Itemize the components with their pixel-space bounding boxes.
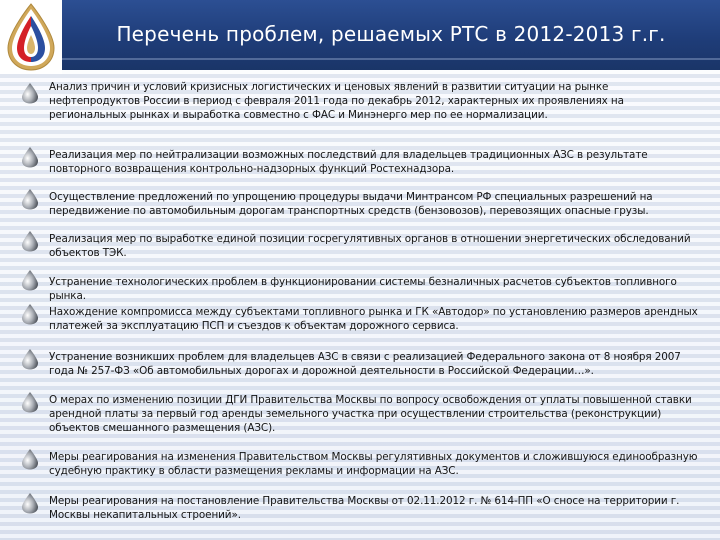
silver-drop-bullet-icon [20, 303, 40, 325]
list-item-text: Устранение технологических проблем в функционировании системы безналичных расчетов субъектов топливного рынка. [49, 276, 677, 302]
silver-drop-bullet-icon [20, 230, 40, 252]
silver-drop-bullet-icon [20, 82, 40, 104]
list-item-text: Осуществление предложений по упрощению процедуры выдачи Минтрансом РФ специальных разрешений на передвижение по автомобильным дорогам транспортных средств (бензовозов), перевозящих опасные грузы. [49, 191, 653, 217]
silver-drop-bullet-icon [20, 188, 40, 210]
list-item-text: Анализ причин и условий кризисных логистических и ценовых явлений в развитии ситуации на рынке нефтепродуктов России в период с февраля 2011 года по декабрь 2012, характерных их проявлениях на региональных рынках и выработка совместно с ФАС и Минэнерго мер по ее нормализации. [49, 81, 624, 121]
silver-drop-bullet-icon [20, 492, 40, 514]
list-item-text: Реализация мер по нейтрализации возможных последствий для владельцев традиционных АЗС в результате повторного возвращения контрольно-надзорных функций Ростехнадзора. [49, 149, 648, 175]
header-bar [62, 0, 720, 70]
list-item-text: Меры реагирования на постановление Правительства Москвы от 02.11.2012 г. № 614-ПП «О сносе на территории г. Москвы некапитальных строений». [49, 495, 680, 521]
list-item-text: Устранение возникших проблем для владельцев АЗС в связи с реализацией Федерального закона от 8 ноября 2007 года № 257-ФЗ «Об автомобильных дорогах и дорожной деятельности в Российской Федерации…». [49, 351, 681, 377]
logo [0, 0, 62, 74]
silver-drop-bullet-icon [20, 448, 40, 470]
silver-drop-bullet-icon [20, 348, 40, 370]
list-item-text: Нахождение компромисса между субъектами топливного рынка и ГК «Автодор» по установлению размеров арендных платежей за эксплуатацию ПСП и съездов к объектам дорожного сервиса. [49, 306, 698, 332]
list-item-text: О мерах по изменению позиции ДГИ Правительства Москвы по вопросу освобождения от уплаты повышенной ставки арендной платы за первый год аренды земельного участка при осуществлении строительства (реконструкции) объектов смешанного размещения (АЗС). [49, 394, 692, 434]
silver-drop-bullet-icon [20, 146, 40, 168]
drop-flame-logo-icon [2, 2, 60, 72]
slide-title: Перечень проблем, решаемых РТС в 2012-2013 г.г. [116, 22, 666, 46]
title-divider [62, 58, 720, 60]
silver-drop-bullet-icon [20, 269, 40, 291]
list-item-text: Реализация мер по выработке единой позиции госрегулятивных органов в отношении энергетических обследований объектов ТЭК. [49, 233, 691, 259]
silver-drop-bullet-icon [20, 391, 40, 413]
list-item-text: Меры реагирования на изменения Правительством Москвы регулятивных документов и сложившуюся единообразную судебную практику в области размещения рекламы и информации на АЗС. [49, 451, 698, 477]
